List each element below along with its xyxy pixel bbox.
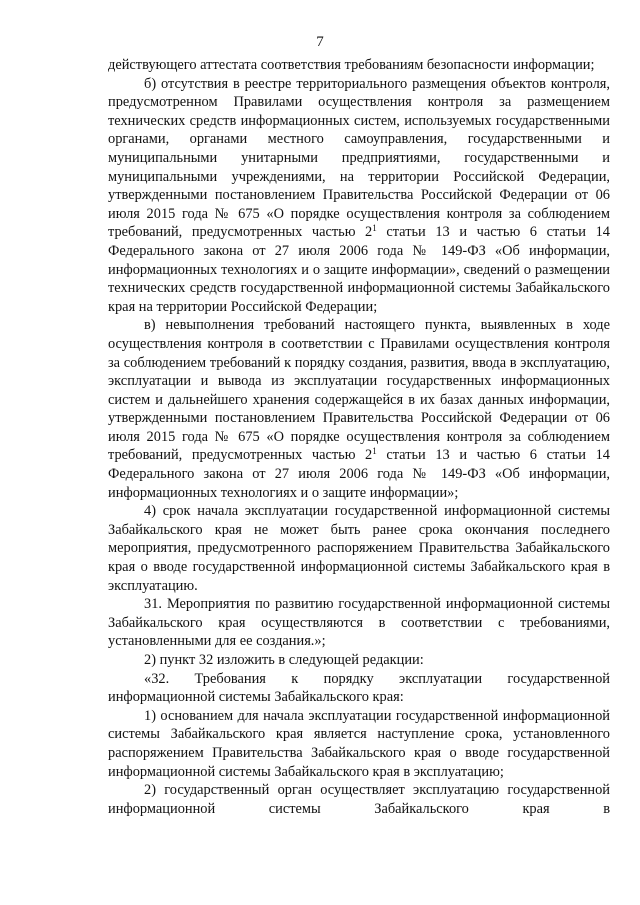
paragraph-32-1: 1) основанием для начала эксплуатации государственной информационной системы Забайкальского края является наступление срока, установленного распоряжением Правительства Забайкальского края о вводе государственной информационной системы Забайкальского края в эксплуатацию; bbox=[108, 707, 610, 780]
paragraph-v-text-part2: статьи 13 и частью 6 статьи 14 Федерального закона от 27 июля 2006 года № 149-ФЗ «Об информации, информационных технологиях и о защите информации»; bbox=[108, 447, 610, 501]
paragraph-b-text-part2: статьи 13 и частью 6 статьи 14 Федерального закона от 27 июля 2006 года № 149-ФЗ «Об информации, информационных технологиях и о защите информации», сведений о размещении технических средств государственной информационной системы Забайкальского края на территории Российской Федерации; bbox=[108, 224, 610, 315]
document-body bbox=[108, 56, 610, 818]
paragraph-v bbox=[108, 316, 610, 502]
paragraph-31: 31. Мероприятия по развитию государственной информационной системы Забайкальского края осуществляются в соответствии с требованиями, установленными для ее создания.»; bbox=[108, 596, 610, 650]
page-number: 7 bbox=[316, 34, 324, 50]
paragraph-32-2: 2) государственный орган осуществляет эксплуатацию государственной информационной системы Забайкальского края в bbox=[108, 782, 610, 817]
paragraph-32: «32. Требования к порядку эксплуатации государственной информационной системы Забайкальского края: bbox=[108, 670, 610, 706]
superscript-1: 1 bbox=[372, 223, 377, 234]
paragraph-b bbox=[108, 75, 610, 317]
superscript-1: 1 bbox=[372, 446, 377, 457]
paragraph-4: 4) срок начала эксплуатации государственной информационной системы Забайкальского края не может быть ранее срока окончания последнего мероприятия, предусмотренного распоряжением Правительства Забайкальского края о вводе государственной информационной системы Забайкальского края в эксплуатацию. bbox=[108, 503, 610, 594]
paragraph-b-text-part1: б) отсутствия в реестре территориального размещения объектов контроля, предусмотренном Правилами осуществления контроля за размещением технических средств информационных систем, используемых государственными органами, органами местного самоуправления, государственными и муниципальными унитарными предприятиями, государственными и муниципальными учреждениями, на территории Российской Федерации, утвержденными постановлением Правительства Российской Федерации от 06 июля 2015 года № 675 «О порядке осуществления контроля за соблюдением требований, предусмотренных частью 2 bbox=[108, 75, 610, 241]
paragraph-item-2: 2) пункт 32 изложить в следующей редакции: bbox=[144, 652, 424, 668]
paragraph-v-text-part1: в) невыполнения требований настоящего пункта, выявленных в ходе осуществления контроля в соответствии с Правилами осуществления контроля за соблюдением требований к порядку создания, развития, ввода в эксплуатацию, эксплуатации и вывода из эксплуатации государственных информационных систем и дальнейшего хранения содержащейся в их базах данных информации, утвержденными постановлением Правительства Российской Федерации от 06 июля 2015 года № 675 «О порядке осуществления контроля за соблюдением требований, предусмотренных частью 2 bbox=[108, 317, 610, 464]
paragraph-continuation: действующего аттестата соответствия требованиям безопасности информации; bbox=[108, 57, 595, 73]
